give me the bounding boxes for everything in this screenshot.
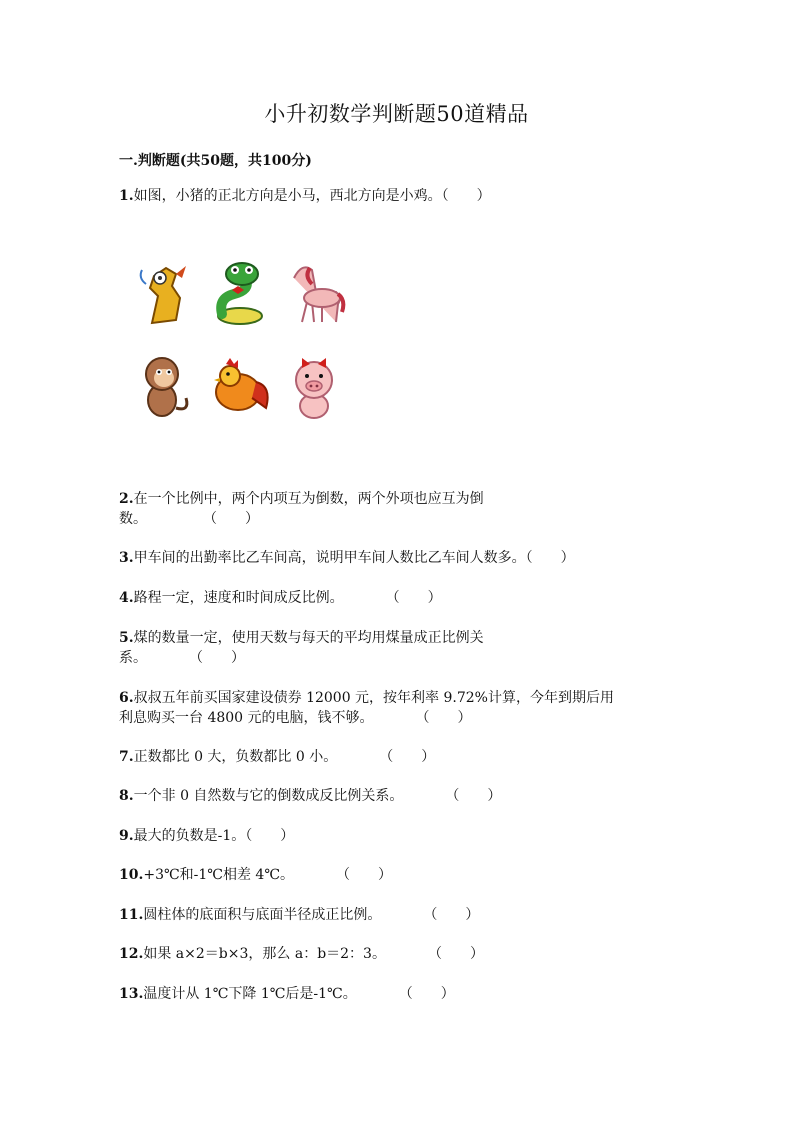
question-number: 6.: [119, 690, 134, 706]
monkey-icon: [132, 352, 198, 422]
question-4: [119, 588, 679, 608]
question-7: [119, 747, 679, 767]
question-text: 一个非 0 自然数与它的倒数成反比例关系。 （ ）: [133, 788, 502, 804]
question-number: 2.: [119, 491, 134, 507]
question-number: 13.: [119, 986, 144, 1002]
question-number: 10.: [119, 867, 144, 883]
question-text: 在一个比例中，两个内项互为倒数，两个外项也应互为倒 数。 （ ）: [119, 491, 484, 527]
question-text: 最大的负数是-1。（ ）: [133, 828, 295, 844]
pig-icon: [282, 352, 348, 422]
horse-icon: [282, 258, 348, 328]
question-text: 正数都比 0 大，负数都比 0 小。 （ ）: [133, 749, 436, 765]
question-text: 叔叔五年前买国家建设债券 12000 元，按年利率 9.72%计算，今年到期后用 利息购买一台 4800 元的电脑，钱不够。 （ ）: [119, 690, 614, 726]
section-heading: 一.判断题(共50题，共100分): [119, 153, 312, 169]
question-number: 1.: [119, 188, 134, 204]
page-title: 小升初数学判断题50道精品: [264, 102, 529, 126]
question-number: 12.: [119, 946, 144, 962]
question-9: [119, 826, 679, 846]
question-text: 煤的数量一定，使用天数与每天的平均用煤量成正比例关 系。 （ ）: [119, 630, 484, 666]
question-text: 甲车间的出勤率比乙车间高，说明甲车间人数比乙车间人数多。（ ）: [133, 550, 575, 566]
question-2: [119, 489, 679, 529]
question-number: 11.: [119, 907, 144, 923]
question-11: [119, 905, 679, 925]
dragon-icon: [132, 258, 198, 328]
question-3: [119, 548, 679, 568]
question-number: 8.: [119, 788, 134, 804]
question-13: [119, 984, 679, 1004]
question-text: 路程一定，速度和时间成反比例。 （ ）: [133, 590, 442, 606]
rooster-icon: [208, 352, 274, 422]
question-1: [119, 186, 679, 206]
question-number: 9.: [119, 828, 134, 844]
snake-icon: [208, 258, 274, 328]
question-12: [119, 944, 679, 964]
question-6: [119, 688, 679, 728]
question-number: 5.: [119, 630, 134, 646]
question-5: [119, 628, 679, 668]
question-number: 3.: [119, 550, 134, 566]
zodiac-animals-figure: [132, 258, 356, 426]
question-text: 圆柱体的底面积与底面半径成正比例。 （ ）: [143, 907, 480, 923]
question-text: 如图，小猪的正北方向是小马，西北方向是小鸡。（ ）: [133, 188, 491, 204]
question-10: [119, 865, 679, 885]
question-text: +3℃和-1℃相差 4℃。 （ ）: [143, 867, 392, 883]
question-text: 如果 a×2＝b×3，那么 a：b＝2：3。 （ ）: [143, 946, 484, 962]
question-8: [119, 786, 679, 806]
question-number: 7.: [119, 749, 134, 765]
question-number: 4.: [119, 590, 134, 606]
question-text: 温度计从 1℃下降 1℃后是-1℃。 （ ）: [143, 986, 455, 1002]
